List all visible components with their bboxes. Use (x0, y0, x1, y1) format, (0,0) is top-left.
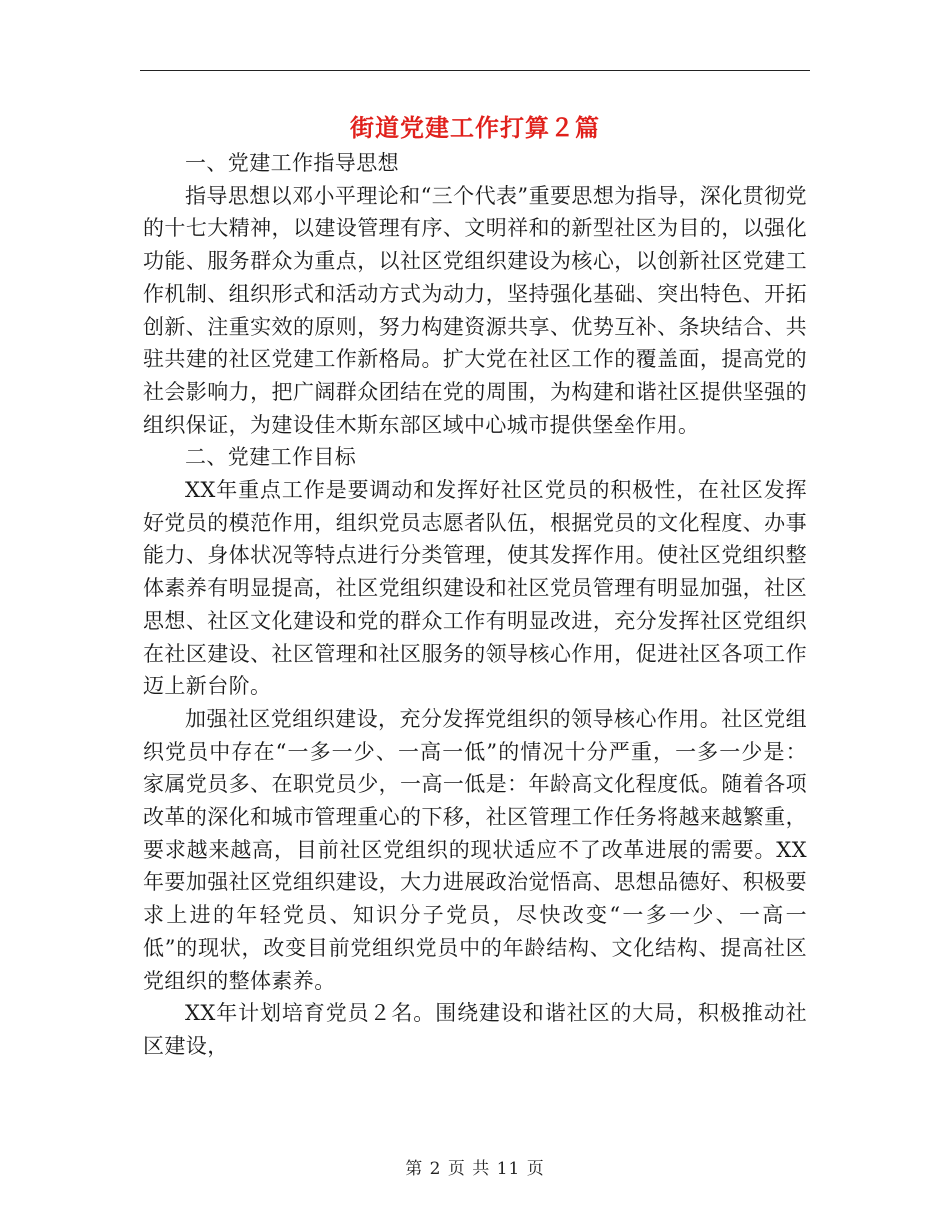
section-heading-work-goals: 二、党建工作目标 (185, 445, 357, 470)
document-title: 街道党建工作打算２篇 (350, 113, 600, 142)
page-number-footer: 第 2 页 共 11 页 (405, 1159, 545, 1179)
header-rule (140, 70, 810, 71)
section-heading-guiding-ideology: 一、党建工作指导思想 (185, 151, 399, 175)
paragraph-guiding-ideology: 指导思想以邓小平理论和“三个代表”重要思想为指导，深化贯彻党的十七大精神，以建设管理有序、文明祥和的新型社区为目的，以强化功能、服务群众为重点，以社区党组织建设为核心，以创新社区党建工作机制、组织形式和活动方式为动力，坚持强化基础、突出特色、开拓创新、注重实效的原则，努力构建资源共享、优势互补、条块结合、共驻共建的社区党建工作新格局。扩大党在社区工作的覆盖面，提高党的社会影响力，把广阔群众团结在党的周围，为构建和谐社区提供坚强的组织保证，为建设佳木斯东部区域中心城市提供堡垒作用。 (143, 183, 807, 437)
paragraph-org-building: 加强社区党组织建设，充分发挥党组织的领导核心作用。社区党组织党员中存在“一多一少、一高一低”的情况十分严重，一多一少是：家属党员多、在职党员少，一高一低是：年龄高文化程度低。随着各项改革的深化和城市管理重心的下移，社区管理工作任务将越来越繁重，要求越来越高，目前社区党组织的现状适应不了改革进展的需要。XX年要加强社区党组织建设，大力进展政治觉悟高、思想品德好、积极要求上进的年轻党员、知识分子党员，尽快改变“一多一少、一高一低”的现状，改变目前党组织党员中的年龄结构、文化结构、提高社区党组织的整体素养。 (143, 706, 807, 993)
paragraph-work-goals: XX年重点工作是要调动和发挥好社区党员的积极性，在社区发挥好党员的模范作用，组织党员志愿者队伍，根据党员的文化程度、办事能力、身体状况等特点进行分类管理，使其发挥作用。使社区党组织整体素养有明显提高，社区党组织建设和社区党员管理有明显加强，社区思想、社区文化建设和党的群众工作有明显改进，充分发挥社区党组织在社区建设、社区管理和社区服务的领导核心作用，促进社区各项工作迈上新台阶。 (143, 478, 807, 699)
document-body (143, 147, 807, 1063)
paragraph-member-training: XX年计划培育党员２名。围绕建设和谐社区的大局，积极推动社区建设， (143, 1001, 807, 1058)
